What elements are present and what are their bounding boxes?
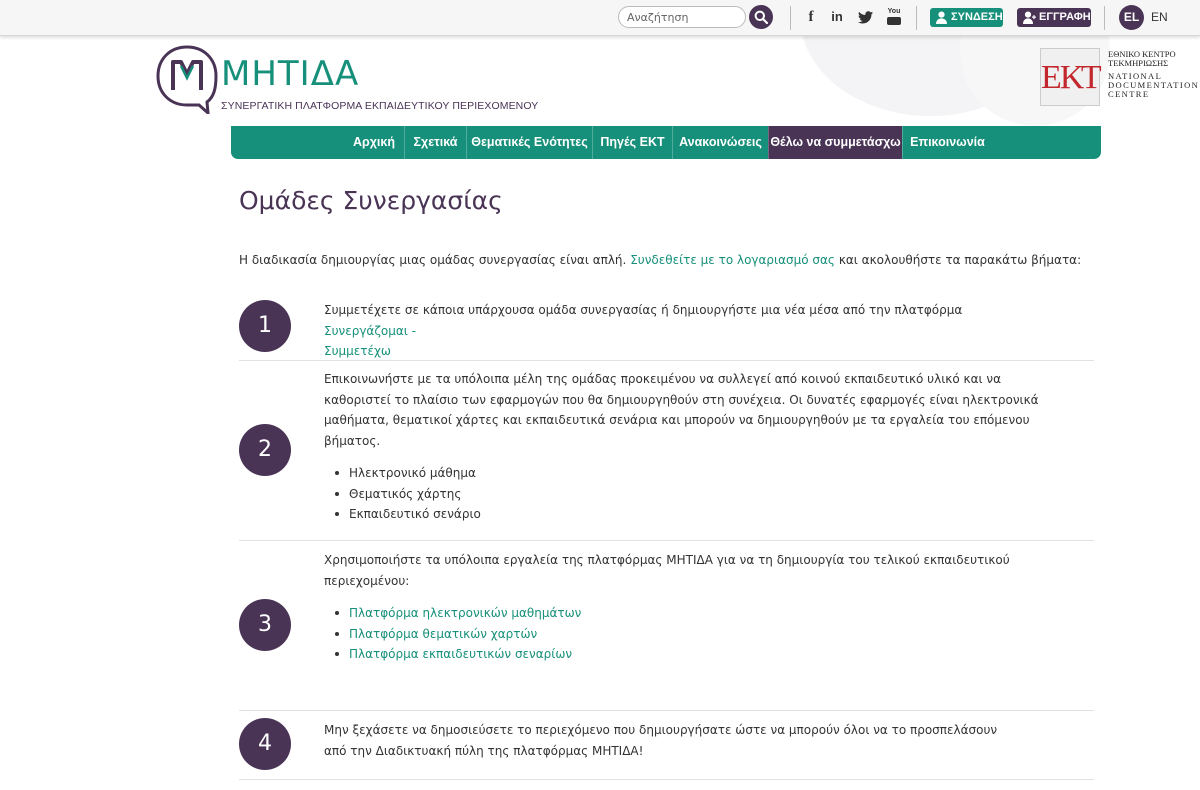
step-number-3: 3: [239, 599, 291, 651]
step-number-4: 4: [239, 718, 291, 770]
nav-item-topics[interactable]: Θεματικές Ενότητες: [466, 126, 592, 159]
e-courses-platform-link[interactable]: Πλατφόρμα ηλεκτρονικών μαθημάτων: [349, 606, 582, 620]
youtube-icon[interactable]: [886, 8, 902, 26]
list-item: Ηλεκτρονικό μάθημα: [324, 463, 1044, 484]
divider: [1104, 6, 1105, 30]
step-number-1: 1: [239, 300, 291, 352]
ekt-en-line2: DOCUMENTATION: [1108, 80, 1200, 90]
list-item: Θεματικός χάρτης: [324, 484, 1044, 505]
main-navigation: [231, 126, 1101, 159]
step-divider: [239, 360, 1094, 361]
nav-item-home[interactable]: Αρχική: [352, 135, 396, 149]
login-link[interactable]: Συνδεθείτε με το λογαριασμό σας: [630, 253, 835, 267]
language-en-button[interactable]: EN: [1151, 10, 1168, 24]
step-divider: [239, 710, 1094, 711]
site-logo[interactable]: [155, 44, 539, 120]
site-header: [0, 36, 1200, 128]
collaborate-participate-link[interactable]: Συνεργάζομαι -: [324, 323, 416, 338]
nav-item-ekt-sources[interactable]: Πηγές ΕΚΤ: [592, 126, 672, 159]
login-label: ΣΥΝΔΕΣΗ: [951, 11, 1003, 23]
linkedin-icon[interactable]: in: [831, 9, 843, 24]
logo-title: ΜΗΤΙΔΑ: [221, 54, 360, 94]
platform-links-list: [324, 603, 1044, 665]
nav-item-participate[interactable]: Θέλω να συμμετάσχω: [768, 126, 902, 159]
user-add-icon: [1023, 11, 1036, 24]
step-2-text: [324, 369, 1044, 525]
intro-after: και ακολουθήστε τα παρακάτω βήματα:: [838, 253, 1082, 267]
intro-text: [239, 253, 1081, 267]
list-item: [324, 603, 1044, 624]
ekt-mark: ΕΚΤ: [1040, 48, 1100, 106]
youtube-label: You: [887, 8, 901, 15]
twitter-icon[interactable]: [858, 8, 874, 26]
collaborate-participate-link-cont[interactable]: Συμμετέχω: [324, 344, 391, 358]
register-label: ΕΓΓΡΑΦΗ: [1039, 11, 1091, 23]
step-3-text: [324, 550, 1044, 665]
application-types-list: [324, 463, 1044, 525]
step-1-body: Συμμετέχετε σε κάποια υπάρχουσα ομάδα συνεργασίας ή δημιουργήστε μια νέα μέσα από την πλατφόρμα: [324, 303, 963, 317]
list-item: [324, 624, 1044, 645]
ekt-gr-line2: ΤΕΚΜΗΡΙΩΣΗΣ: [1108, 58, 1169, 68]
step-number-2: 2: [239, 424, 291, 476]
educational-scenarios-platform-link[interactable]: Πλατφόρμα εκπαιδευτικών σεναρίων: [349, 647, 573, 661]
login-button[interactable]: [930, 8, 1003, 27]
step-2-body: Επικοινωνήστε με τα υπόλοιπα μέλη της ομάδας προκειμένου να συλλεγεί από κοινού εκπαιδευτικό υλικό και να καθοριστεί το πλαίσιο των εφαρμογών που θα δημιουργηθούν στη συνέχεια. Οι δυνατές εφαρμογές είναι ηλεκτρονικά μαθήματα, θεματικοί χάρτες και εκπαιδευτικά σενάρια και μπορούν να δημιουργηθούν με τα εργαλεία του επόμενου βήματος.: [324, 372, 1039, 448]
step-3-body: Χρησιμοποιήστε τα υπόλοιπα εργαλεία της πλατφόρμας ΜΗΤΙΔΑ για να τη δημιουργία του τελικού εκπαιδευτικού περιεχομένου:: [324, 553, 1010, 588]
register-button[interactable]: [1017, 8, 1091, 27]
nav-item-announcements[interactable]: Ανακοινώσεις: [672, 126, 768, 159]
list-item: Εκπαιδευτικό σενάριο: [324, 504, 1044, 525]
nav-item-contact[interactable]: Επικοινωνία: [902, 126, 992, 159]
search-input[interactable]: [618, 6, 746, 28]
ekt-name-english: [1108, 71, 1200, 99]
language-el-button[interactable]: EL: [1119, 5, 1144, 30]
step-divider: [239, 540, 1094, 541]
step-4-body: Μην ξεχάσετε να δημοσιεύσετε το περιεχόμενο που δημιουργήσατε ώστε να μπορούν όλοι να το προσπελάσουν από την Διαδικτυακή πύλη της πλατφόρμας ΜΗΤΙΔΑ!: [324, 723, 998, 758]
step-divider: [239, 779, 1094, 780]
thematic-maps-platform-link[interactable]: Πλατφόρμα θεματικών χαρτών: [349, 626, 538, 641]
intro-before: Η διαδικασία δημιουργίας μιας ομάδας συνεργασίας είναι απλή.: [239, 253, 627, 267]
divider: [790, 6, 791, 30]
main-content: [239, 160, 1094, 790]
logo-subtitle: ΣΥΝΕΡΓΑΤΙΚΗ ΠΛΑΤΦΟΡΜΑ ΕΚΠΑΙΔΕΥΤΙΚΟΥ ΠΕΡΙΕΧΟΜΕΝΟΥ: [221, 100, 539, 112]
ekt-name-greek: [1108, 50, 1180, 68]
step-4-text: [324, 720, 1004, 761]
ekt-logo[interactable]: [1040, 48, 1200, 108]
top-utility-bar: [0, 0, 1200, 36]
list-item: [324, 644, 1044, 665]
divider: [916, 6, 917, 30]
search-icon: [754, 10, 768, 24]
metida-logo-icon: [155, 44, 219, 114]
nav-item-about[interactable]: Σχετικά: [404, 126, 466, 159]
step-1-text: [324, 300, 1044, 362]
ekt-gr-line1: ΕΘΝΙΚΟ ΚΕΝΤΡΟ: [1108, 49, 1176, 59]
search-button[interactable]: [749, 5, 773, 29]
facebook-icon[interactable]: f: [808, 9, 814, 25]
user-icon: [936, 11, 947, 24]
ekt-en-line1: NATIONAL: [1108, 71, 1163, 81]
page-title: Ομάδες Συνεργασίας: [239, 186, 503, 215]
ekt-en-line3: CENTRE: [1108, 89, 1150, 99]
